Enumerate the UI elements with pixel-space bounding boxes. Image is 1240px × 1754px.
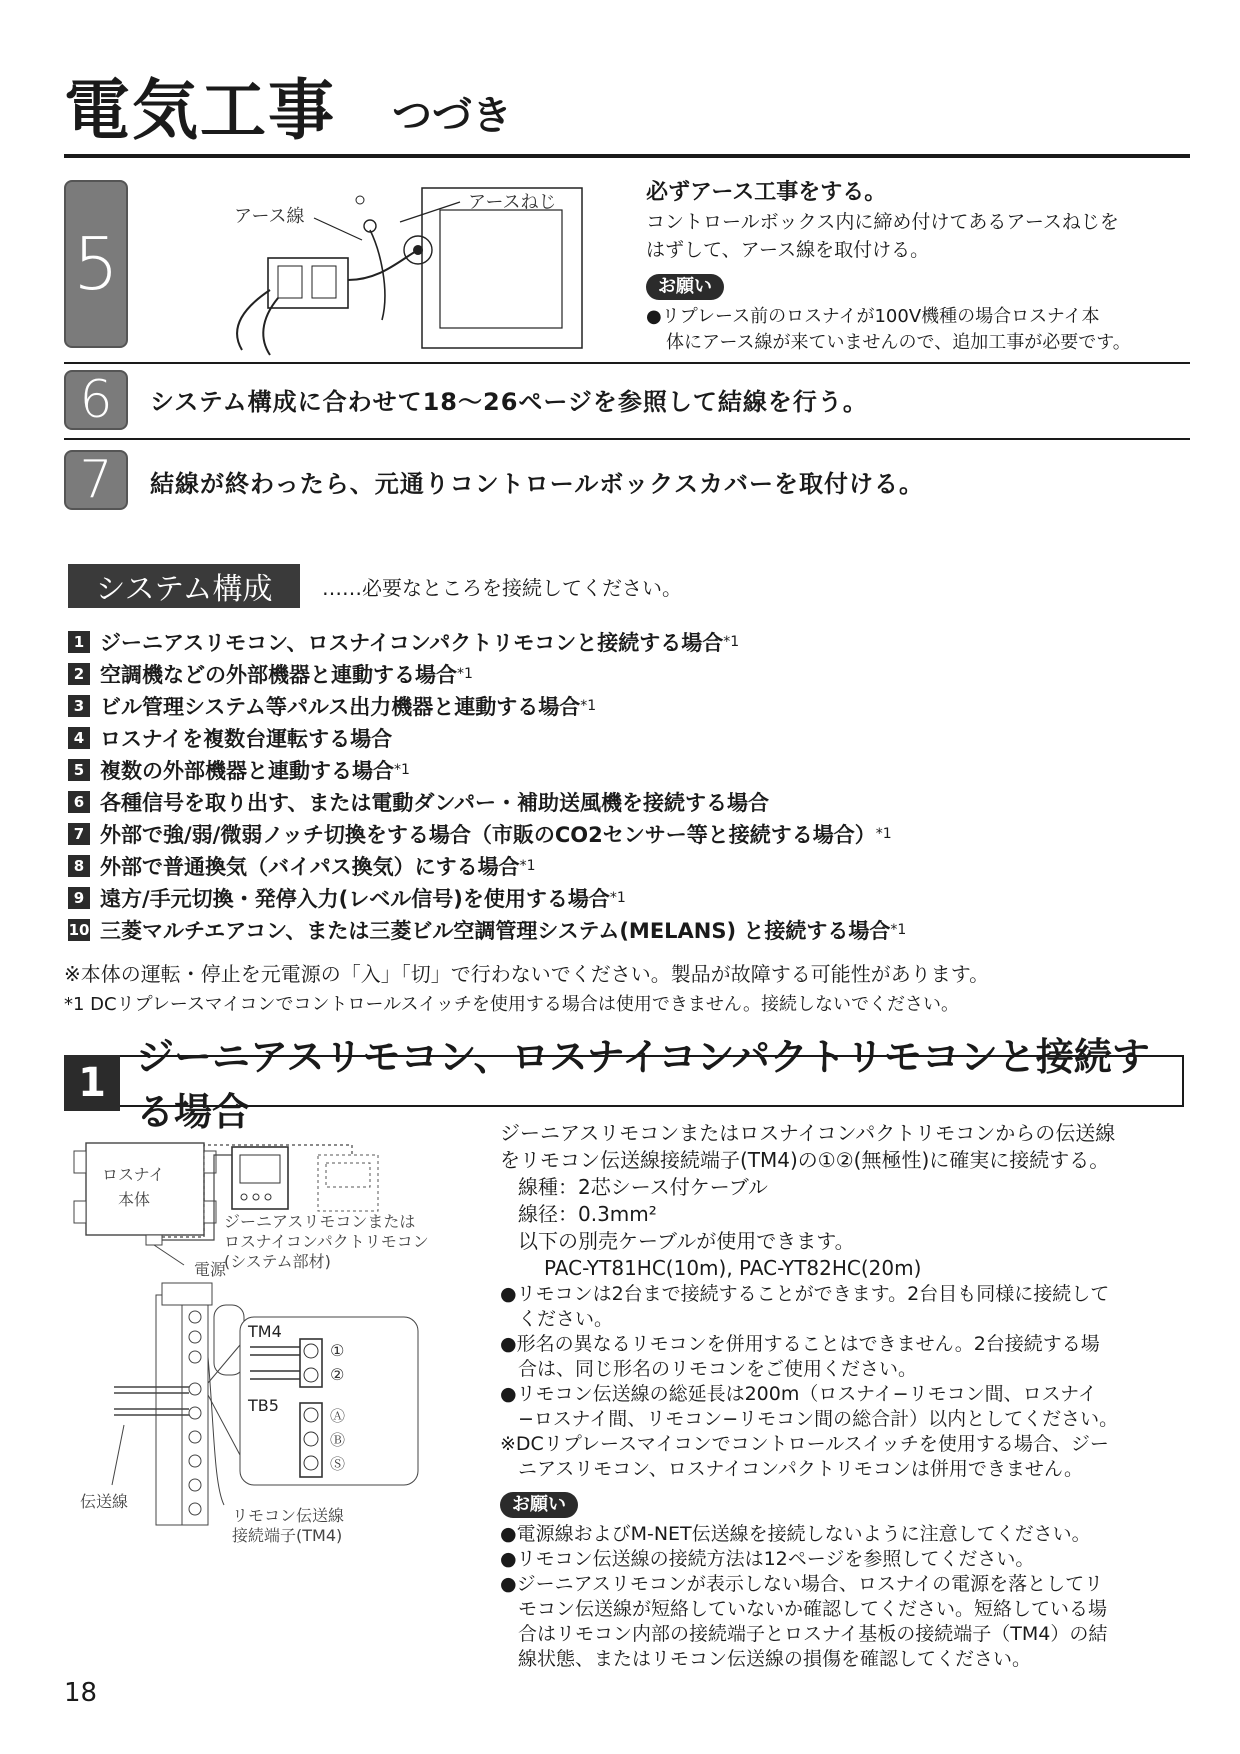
case-item: 10 三菱マルチエアコン、または三菱ビル空調管理システム(MELANS) と接続する場合 *1 (68, 919, 907, 943)
step-5-body (646, 208, 1186, 356)
section-1-note-badge: お願い (500, 1492, 578, 1518)
system-config-note: ……必要なところを接続してください。 (322, 576, 682, 600)
case-item: 2 空調機などの外部機器と連動する場合 *1 (68, 658, 906, 690)
section-1-body (500, 1120, 1190, 1672)
note-line: ●ジーニアスリモコンが表示しない場合、ロスナイの電源を落としてリ (500, 1573, 1104, 1595)
page-title: 電気工事 (64, 72, 336, 149)
tm4-terminal-label: 接続端子(TM4) (232, 1526, 343, 1545)
spec-line: 線径：0.3mm² (518, 1202, 657, 1226)
case-item: 8 外部で普通換気（バイパス換気）にする場合 *1 (68, 850, 906, 882)
intro-line: をリモコン伝送線接続端子(TM4)の①②(無極性)に確実に接続する。 (500, 1148, 1110, 1172)
terminal-2: ② (330, 1365, 345, 1384)
section-1-title: ジーニアスリモコン、ロスナイコンパクトリモコンと接続する場合 (120, 1055, 1184, 1107)
step-5-heading: 必ずアース工事をする。 (646, 180, 887, 205)
case-item: 5 複数の外部機器と連動する場合 *1 (68, 754, 906, 786)
case-item: 1 ジーニアスリモコン、ロスナイコンパクトリモコンと接続する場合 *1 (68, 626, 906, 658)
case-list (68, 626, 906, 946)
bullet-line: ニアスリモコン、ロスナイコンパクトリモコンは併用できません。 (518, 1458, 1084, 1480)
terminal-a: Ⓐ (330, 1407, 346, 1425)
bullet-line: ●リモコン伝送線の総延長は200m（ロスナイ−リモコン間、ロスナイ (500, 1383, 1097, 1405)
case-item: 4 ロスナイを複数台運転する場合 (68, 722, 906, 754)
unit-label: 本体 (118, 1190, 151, 1209)
step-5-note-badge: お願い (646, 274, 724, 300)
bullet-line: ●形名の異なるリモコンを併用することはできません。2台接続する場 (500, 1333, 1100, 1355)
step-7-badge: 7 (64, 450, 128, 510)
tm4-label: TM4 (248, 1322, 282, 1341)
terminal-b: Ⓑ (330, 1431, 346, 1449)
step-7-text: 結線が終わったら、元通りコントロールボックスカバーを取付ける。 (150, 470, 925, 498)
terminal-s: Ⓢ (330, 1455, 346, 1473)
step-5-body-line: はずして、アース線を取付ける。 (646, 239, 930, 261)
step-5-note-line: 体にアース線が来ていませんので、追加工事が必要です。 (666, 332, 1131, 353)
earth-figure (150, 180, 630, 360)
header-rule (64, 154, 1190, 158)
case-item: 7 外部で強/弱/微弱ノッチ切換をする場合（市販のCO2センサー等と接続する場合） *1 (68, 818, 906, 850)
case-item: 6 各種信号を取り出す、または電動ダンパー・補助送風機を接続する場合 (68, 786, 906, 818)
spec-line: PAC-YT81HC(10m), PAC-YT82HC(20m) (544, 1256, 922, 1280)
page-subtitle: つづき (392, 93, 512, 139)
page-number: 18 (64, 1678, 98, 1708)
bullet-line: ください。 (518, 1308, 614, 1330)
spec-line: 線種：2芯シース付ケーブル (518, 1175, 768, 1199)
section-1-number: 1 (64, 1055, 120, 1111)
note-line: ●電源線およびM-NET伝送線を接続しないように注意してください。 (500, 1523, 1091, 1545)
power-warning: ※本体の運転・停止を元電源の「入」「切」で行わないでください。製品が故障する可能性があります。 (64, 962, 990, 986)
note-line: モコン伝送線が短絡していないか確認してください。短絡している場 (518, 1598, 1108, 1620)
step-5-note-line: ●リプレース前のロスナイが100V機種の場合ロスナイ本 (646, 306, 1100, 327)
power-label: 電源 (194, 1260, 227, 1279)
bullet-line: −ロスナイ間、リモコン−リモコン間の総合計）以内としてください。 (518, 1408, 1119, 1430)
remote-label: ロスナイコンパクトリモコン (224, 1232, 429, 1251)
remote-label: ジーニアスリモコンまたは (224, 1212, 416, 1231)
earth-screw-label: アースねじ (468, 192, 557, 213)
case-item: 3 ビル管理システム等パルス出力機器と連動する場合 *1 (68, 690, 906, 722)
tm4-terminal-label: リモコン伝送線 (232, 1506, 345, 1525)
divider (64, 362, 1190, 364)
step-6-text: システム構成に合わせて18〜26ページを参照して結線を行う。 (150, 388, 868, 416)
intro-line: ジーニアスリモコンまたはロスナイコンパクトリモコンからの伝送線 (500, 1121, 1116, 1145)
terminal-1: ① (330, 1341, 345, 1360)
tb5-label: TB5 (248, 1396, 279, 1415)
note-line: 線状態、またはリモコン伝送線の損傷を確認してください。 (518, 1648, 1032, 1670)
earth-wire-label: アース線 (234, 206, 305, 227)
note-line: 合はリモコン内部の接続端子とロスナイ基板の接続端子（TM4）の結 (518, 1623, 1108, 1645)
note-line: ●リモコン伝送線の接続方法は12ページを参照してください。 (500, 1548, 1035, 1570)
unit-label: ロスナイ (102, 1165, 165, 1184)
footnote: *1 DCリプレースマイコンでコントロールスイッチを使用する場合は使用できません。接続しないでください。 (64, 994, 959, 1015)
spec-line: 以下の別売ケーブルが使用できます。 (518, 1229, 855, 1253)
bullet-line: ●リモコンは2台まで接続することができます。2台目も同様に接続して (500, 1283, 1110, 1305)
bullet-line: 合は、同じ形名のリモコンをご使用ください。 (518, 1358, 918, 1380)
system-config-label: システム構成 (68, 564, 300, 608)
wiring-diagram (64, 1125, 494, 1655)
divider (64, 438, 1190, 440)
bullet-line: ※DCリプレースマイコンでコントロールスイッチを使用する場合、ジー (500, 1433, 1109, 1455)
wire-label: 伝送線 (80, 1492, 129, 1511)
case-item: 9 遠方/手元切換・発停入力(レベル信号)を使用する場合 *1 (68, 882, 906, 914)
step-5-badge: 5 (64, 180, 128, 348)
step-6-badge: 6 (64, 370, 128, 430)
remote-label: (システム部材) (224, 1252, 331, 1271)
step-5-body-line: コントロールボックス内に締め付けてあるアースねじを (646, 211, 1119, 233)
